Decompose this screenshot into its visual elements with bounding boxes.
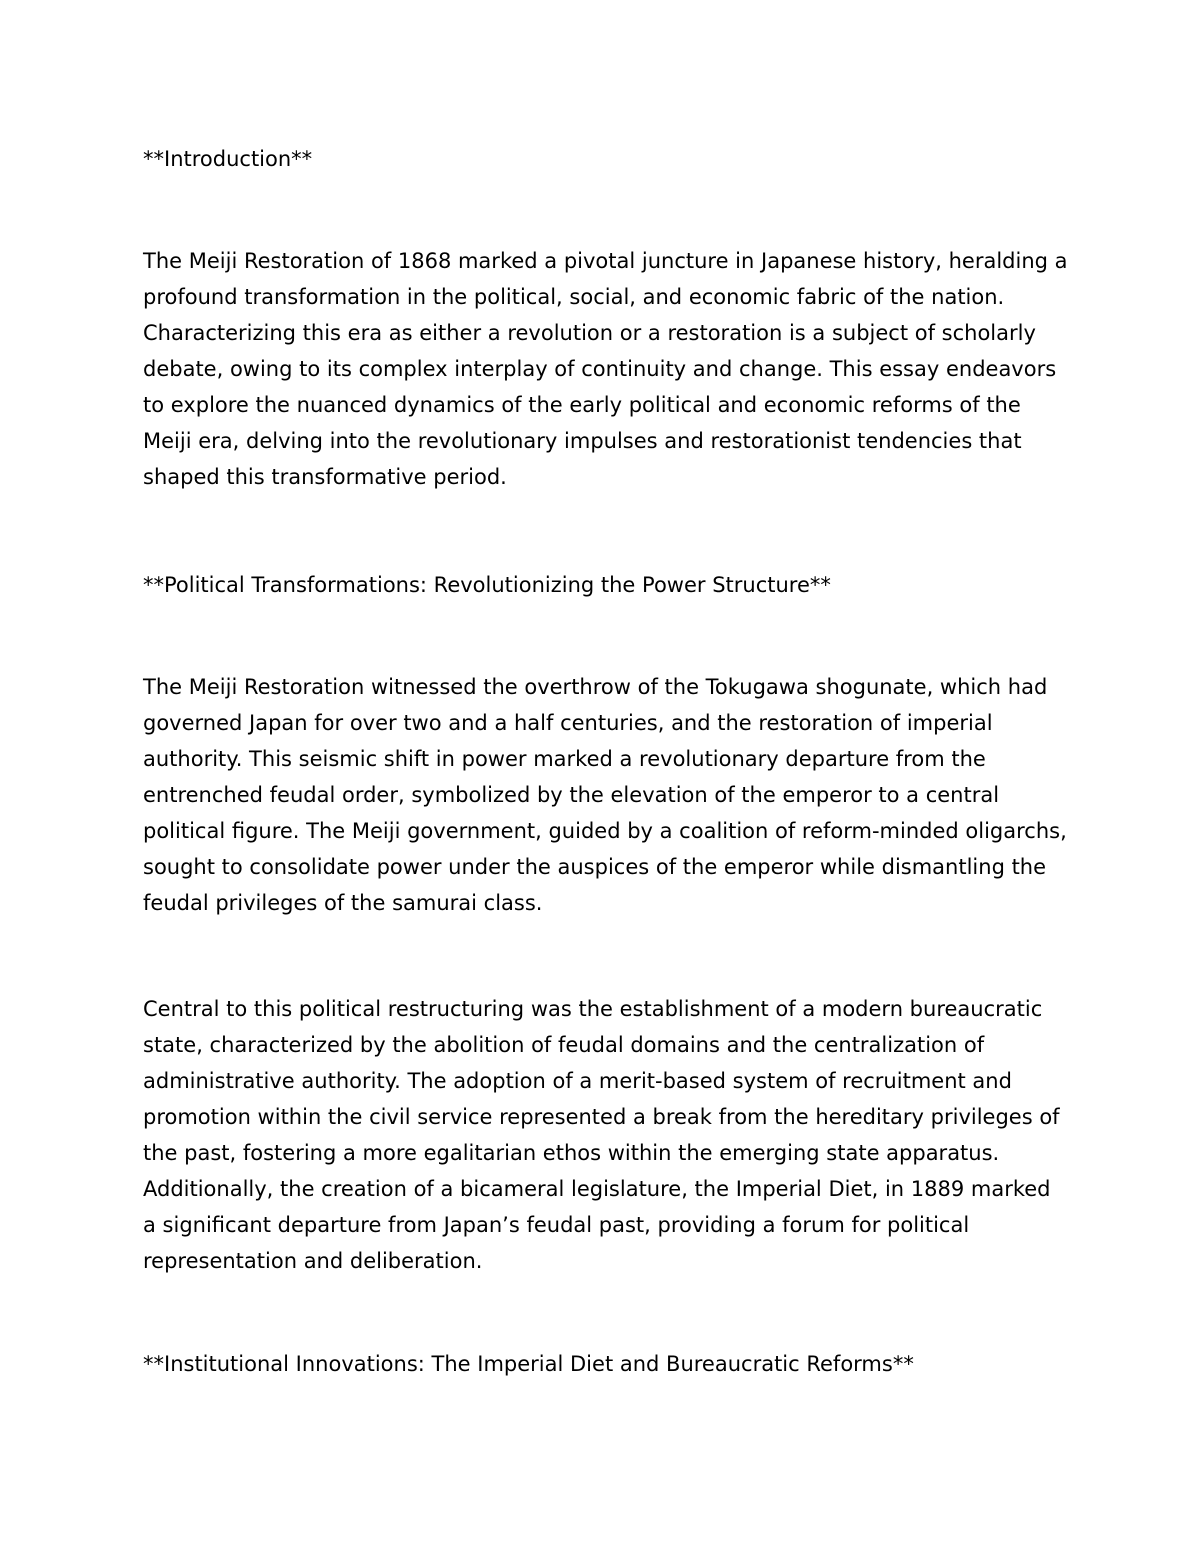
paragraph-introduction: The Meiji Restoration of 1868 marked a pivotal juncture in Japanese history, heralding a profound transformation in the political, social, and economic fabric of the nation. Characterizing this era as either a revolution or a restoration is a subject of scholarly debate, owing to its complex interplay of continuity and change. This essay endeavors to explore the nuanced dynamics of the early political and economic reforms of the Meiji era, delving into the revolutionary impulses and restorationist tendencies that shaped this transformative period. (143, 249, 1068, 489)
section-heading-political-transformations: **Political Transformations: Revolutionizing the Power Structure** (143, 573, 831, 597)
document-body (143, 141, 1068, 1382)
section-heading-introduction: **Introduction** (143, 147, 313, 171)
paragraph-political-1: The Meiji Restoration witnessed the overthrow of the Tokugawa shogunate, which had governed Japan for over two and a half centuries, and the restoration of imperial authority. This seismic shift in power marked a revolutionary departure from the entrenched feudal order, symbolized by the elevation of the emperor to a central political figure. The Meiji government, guided by a coalition of reform-minded oligarchs, sought to consolidate power under the auspices of the emperor while dismantling the feudal privileges of the samurai class. (143, 675, 1067, 915)
paragraph-political-2: Central to this political restructuring was the establishment of a modern bureaucratic state, characterized by the abolition of feudal domains and the centralization of administrative authority. The adoption of a merit-based system of recruitment and promotion within the civil service represented a break from the hereditary privileges of the past, fostering a more egalitarian ethos within the emerging state apparatus. Additionally, the creation of a bicameral legislature, the Imperial Diet, in 1889 marked a significant departure from Japan’s feudal past, providing a forum for political representation and deliberation. (143, 997, 1060, 1273)
section-heading-institutional-innovations: **Institutional Innovations: The Imperial Diet and Bureaucratic Reforms** (143, 1352, 914, 1376)
